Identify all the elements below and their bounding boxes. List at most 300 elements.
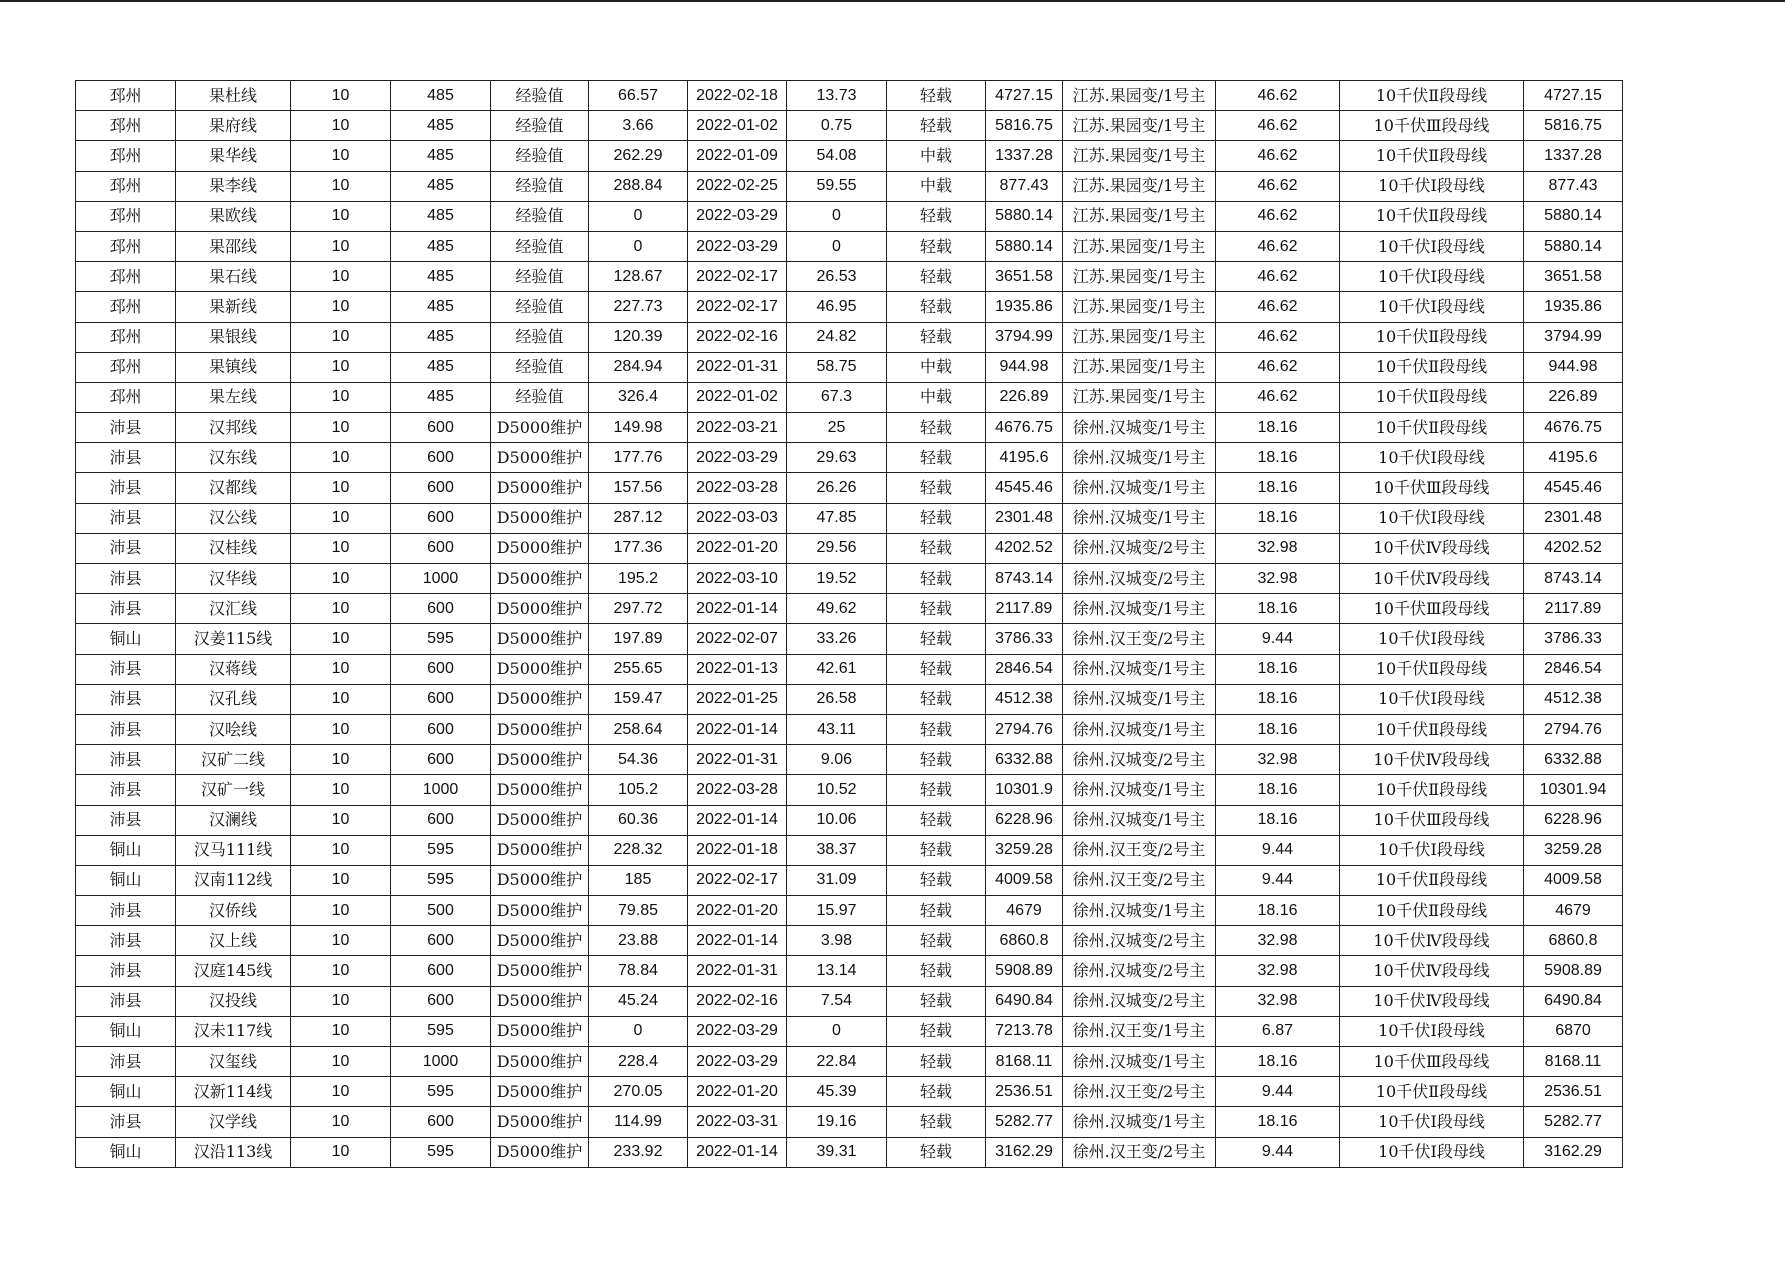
cell-main-load-rate: 46.62: [1216, 81, 1340, 111]
cell-date: 2022-03-28: [688, 775, 787, 805]
cell-date: 2022-02-17: [688, 292, 787, 322]
cell-current: 288.84: [589, 171, 688, 201]
page-top-border: [0, 0, 1785, 2]
cell-available-capacity: 877.43: [1524, 171, 1623, 201]
cell-date: 2022-01-14: [688, 714, 787, 744]
cell-load-status: 轻载: [887, 624, 986, 654]
cell-margin: 7213.78: [986, 1016, 1063, 1046]
cell-available-capacity: 6332.88: [1524, 745, 1623, 775]
cell-load-rate: 46.95: [787, 292, 887, 322]
cell-data-source: 经验值: [491, 382, 589, 412]
cell-main-load-rate: 46.62: [1216, 262, 1340, 292]
cell-date: 2022-03-29: [688, 443, 787, 473]
cell-margin: 4545.46: [986, 473, 1063, 503]
cell-main-load-rate: 32.98: [1216, 986, 1340, 1016]
cell-city: 沛县: [76, 896, 176, 926]
cell-date: 2022-01-02: [688, 111, 787, 141]
cell-voltage: 10: [291, 231, 391, 261]
cell-bus-section: 10千伏Ⅱ段母线: [1340, 352, 1524, 382]
cell-voltage: 10: [291, 292, 391, 322]
cell-city: 沛县: [76, 986, 176, 1016]
table-row: [76, 714, 1623, 744]
cell-line-name: 汉桂线: [176, 533, 291, 563]
cell-available-capacity: 4545.46: [1524, 473, 1623, 503]
cell-main-load-rate: 18.16: [1216, 684, 1340, 714]
cell-margin: 226.89: [986, 382, 1063, 412]
cell-bus-section: 10千伏Ⅰ段母线: [1340, 684, 1524, 714]
cell-line-name: 汉未117线: [176, 1016, 291, 1046]
cell-current: 177.36: [589, 533, 688, 563]
cell-transformer: 徐州.汉王变/2号主: [1063, 1077, 1216, 1107]
cell-load-rate: 13.14: [787, 956, 887, 986]
cell-main-load-rate: 9.44: [1216, 1077, 1340, 1107]
cell-line-name: 汉矿二线: [176, 745, 291, 775]
cell-date: 2022-03-21: [688, 413, 787, 443]
table-row: [76, 865, 1623, 895]
cell-data-source: 经验值: [491, 111, 589, 141]
cell-load-rate: 0.75: [787, 111, 887, 141]
cell-line-name: 汉沿113线: [176, 1137, 291, 1167]
cell-line-name: 汉玺线: [176, 1047, 291, 1077]
cell-load-rate: 29.63: [787, 443, 887, 473]
cell-available-capacity: 2794.76: [1524, 714, 1623, 744]
cell-date: 2022-03-10: [688, 564, 787, 594]
table-row: [76, 413, 1623, 443]
cell-transformer: 徐州.汉城变/2号主: [1063, 564, 1216, 594]
cell-load-rate: 38.37: [787, 835, 887, 865]
cell-current: 128.67: [589, 262, 688, 292]
cell-available-capacity: 6228.96: [1524, 805, 1623, 835]
cell-available-capacity: 8743.14: [1524, 564, 1623, 594]
cell-line-name: 汉邦线: [176, 413, 291, 443]
cell-rated-current: 600: [391, 956, 491, 986]
cell-transformer: 徐州.汉城变/2号主: [1063, 926, 1216, 956]
cell-load-rate: 43.11: [787, 714, 887, 744]
cell-main-load-rate: 46.62: [1216, 322, 1340, 352]
cell-line-name: 汉新114线: [176, 1077, 291, 1107]
cell-bus-section: 10千伏Ⅱ段母线: [1340, 775, 1524, 805]
cell-current: 228.32: [589, 835, 688, 865]
cell-voltage: 10: [291, 805, 391, 835]
cell-main-load-rate: 18.16: [1216, 654, 1340, 684]
cell-line-name: 汉姜115线: [176, 624, 291, 654]
cell-voltage: 10: [291, 745, 391, 775]
cell-transformer: 江苏.果园变/1号主: [1063, 201, 1216, 231]
table-body: [76, 81, 1623, 1168]
cell-rated-current: 600: [391, 594, 491, 624]
cell-data-source: D5000维护: [491, 1016, 589, 1046]
cell-city: 沛县: [76, 533, 176, 563]
cell-rated-current: 485: [391, 352, 491, 382]
cell-city: 铜山: [76, 1077, 176, 1107]
cell-data-source: D5000维护: [491, 564, 589, 594]
cell-load-status: 中载: [887, 141, 986, 171]
table-row: [76, 262, 1623, 292]
cell-main-load-rate: 32.98: [1216, 564, 1340, 594]
cell-current: 0: [589, 201, 688, 231]
cell-margin: 877.43: [986, 171, 1063, 201]
cell-load-rate: 42.61: [787, 654, 887, 684]
table-row: [76, 896, 1623, 926]
cell-date: 2022-03-29: [688, 201, 787, 231]
cell-bus-section: 10千伏Ⅲ段母线: [1340, 111, 1524, 141]
cell-load-rate: 26.53: [787, 262, 887, 292]
cell-current: 159.47: [589, 684, 688, 714]
cell-city: 沛县: [76, 1107, 176, 1137]
cell-date: 2022-01-14: [688, 1137, 787, 1167]
cell-load-rate: 15.97: [787, 896, 887, 926]
table-row: [76, 1137, 1623, 1167]
cell-transformer: 徐州.汉城变/2号主: [1063, 745, 1216, 775]
cell-margin: 6228.96: [986, 805, 1063, 835]
cell-available-capacity: 5908.89: [1524, 956, 1623, 986]
cell-current: 120.39: [589, 322, 688, 352]
cell-data-source: D5000维护: [491, 1077, 589, 1107]
cell-available-capacity: 4195.6: [1524, 443, 1623, 473]
cell-load-rate: 7.54: [787, 986, 887, 1016]
cell-main-load-rate: 46.62: [1216, 231, 1340, 261]
cell-main-load-rate: 18.16: [1216, 775, 1340, 805]
cell-city: 沛县: [76, 413, 176, 443]
cell-line-name: 汉澜线: [176, 805, 291, 835]
cell-transformer: 徐州.汉城变/1号主: [1063, 1107, 1216, 1137]
cell-data-source: D5000维护: [491, 1047, 589, 1077]
cell-city: 邳州: [76, 262, 176, 292]
cell-city: 沛县: [76, 473, 176, 503]
cell-main-load-rate: 18.16: [1216, 413, 1340, 443]
cell-data-source: D5000维护: [491, 533, 589, 563]
table-row: [76, 956, 1623, 986]
cell-load-status: 轻载: [887, 201, 986, 231]
cell-margin: 1337.28: [986, 141, 1063, 171]
cell-rated-current: 600: [391, 443, 491, 473]
cell-voltage: 10: [291, 171, 391, 201]
cell-load-rate: 22.84: [787, 1047, 887, 1077]
cell-margin: 5880.14: [986, 231, 1063, 261]
cell-city: 沛县: [76, 926, 176, 956]
cell-load-status: 轻载: [887, 865, 986, 895]
table-row: [76, 533, 1623, 563]
cell-load-status: 轻载: [887, 714, 986, 744]
cell-margin: 2794.76: [986, 714, 1063, 744]
cell-rated-current: 595: [391, 835, 491, 865]
cell-data-source: D5000维护: [491, 956, 589, 986]
table-row: [76, 745, 1623, 775]
cell-transformer: 徐州.汉城变/2号主: [1063, 986, 1216, 1016]
cell-load-rate: 59.55: [787, 171, 887, 201]
cell-main-load-rate: 46.62: [1216, 352, 1340, 382]
cell-load-rate: 9.06: [787, 745, 887, 775]
cell-city: 邳州: [76, 352, 176, 382]
cell-city: 邳州: [76, 81, 176, 111]
cell-rated-current: 485: [391, 322, 491, 352]
cell-date: 2022-03-29: [688, 1016, 787, 1046]
cell-voltage: 10: [291, 835, 391, 865]
cell-transformer: 江苏.果园变/1号主: [1063, 262, 1216, 292]
cell-margin: 10301.9: [986, 775, 1063, 805]
cell-bus-section: 10千伏Ⅱ段母线: [1340, 382, 1524, 412]
cell-current: 149.98: [589, 413, 688, 443]
table-row: [76, 654, 1623, 684]
cell-margin: 3786.33: [986, 624, 1063, 654]
cell-load-rate: 0: [787, 231, 887, 261]
cell-transformer: 江苏.果园变/1号主: [1063, 382, 1216, 412]
table-row: [76, 1047, 1623, 1077]
cell-load-status: 轻载: [887, 1077, 986, 1107]
table-row: [76, 111, 1623, 141]
table-row: [76, 231, 1623, 261]
cell-voltage: 10: [291, 956, 391, 986]
cell-data-source: 经验值: [491, 171, 589, 201]
cell-current: 297.72: [589, 594, 688, 624]
cell-current: 255.65: [589, 654, 688, 684]
cell-bus-section: 10千伏Ⅳ段母线: [1340, 956, 1524, 986]
cell-margin: 3794.99: [986, 322, 1063, 352]
cell-load-status: 轻载: [887, 896, 986, 926]
cell-bus-section: 10千伏Ⅰ段母线: [1340, 1107, 1524, 1137]
cell-current: 0: [589, 1016, 688, 1046]
cell-voltage: 10: [291, 413, 391, 443]
cell-transformer: 江苏.果园变/1号主: [1063, 141, 1216, 171]
cell-transformer: 徐州.汉城变/1号主: [1063, 654, 1216, 684]
cell-available-capacity: 226.89: [1524, 382, 1623, 412]
cell-available-capacity: 5282.77: [1524, 1107, 1623, 1137]
cell-current: 227.73: [589, 292, 688, 322]
cell-data-source: D5000维护: [491, 473, 589, 503]
cell-city: 铜山: [76, 1016, 176, 1046]
cell-data-source: D5000维护: [491, 684, 589, 714]
table-row: [76, 322, 1623, 352]
cell-data-source: D5000维护: [491, 775, 589, 805]
cell-main-load-rate: 46.62: [1216, 382, 1340, 412]
cell-transformer: 徐州.汉城变/1号主: [1063, 473, 1216, 503]
cell-main-load-rate: 6.87: [1216, 1016, 1340, 1046]
cell-city: 邳州: [76, 322, 176, 352]
cell-bus-section: 10千伏Ⅱ段母线: [1340, 896, 1524, 926]
cell-current: 54.36: [589, 745, 688, 775]
cell-voltage: 10: [291, 382, 391, 412]
cell-voltage: 10: [291, 1137, 391, 1167]
cell-current: 23.88: [589, 926, 688, 956]
cell-current: 66.57: [589, 81, 688, 111]
table-row: [76, 986, 1623, 1016]
cell-current: 185: [589, 865, 688, 895]
table-row: [76, 382, 1623, 412]
cell-load-rate: 10.52: [787, 775, 887, 805]
table-row: [76, 292, 1623, 322]
cell-load-rate: 0: [787, 201, 887, 231]
cell-available-capacity: 944.98: [1524, 352, 1623, 382]
cell-voltage: 10: [291, 926, 391, 956]
cell-load-status: 轻载: [887, 1107, 986, 1137]
cell-load-status: 轻载: [887, 443, 986, 473]
cell-main-load-rate: 46.62: [1216, 111, 1340, 141]
cell-rated-current: 485: [391, 262, 491, 292]
table-row: [76, 81, 1623, 111]
cell-load-status: 轻载: [887, 231, 986, 261]
cell-data-source: D5000维护: [491, 805, 589, 835]
cell-rated-current: 485: [391, 292, 491, 322]
cell-load-status: 轻载: [887, 654, 986, 684]
table-row: [76, 473, 1623, 503]
cell-load-status: 轻载: [887, 594, 986, 624]
cell-bus-section: 10千伏Ⅳ段母线: [1340, 564, 1524, 594]
cell-main-load-rate: 9.44: [1216, 624, 1340, 654]
cell-available-capacity: 4727.15: [1524, 81, 1623, 111]
cell-transformer: 徐州.汉城变/1号主: [1063, 684, 1216, 714]
cell-transformer: 江苏.果园变/1号主: [1063, 171, 1216, 201]
cell-available-capacity: 4679: [1524, 896, 1623, 926]
cell-main-load-rate: 9.44: [1216, 865, 1340, 895]
cell-bus-section: 10千伏Ⅰ段母线: [1340, 624, 1524, 654]
cell-rated-current: 595: [391, 1137, 491, 1167]
cell-transformer: 江苏.果园变/1号主: [1063, 81, 1216, 111]
cell-transformer: 徐州.汉王变/1号主: [1063, 1016, 1216, 1046]
cell-available-capacity: 3651.58: [1524, 262, 1623, 292]
cell-load-rate: 47.85: [787, 503, 887, 533]
cell-rated-current: 600: [391, 654, 491, 684]
cell-city: 邳州: [76, 231, 176, 261]
cell-bus-section: 10千伏Ⅰ段母线: [1340, 1016, 1524, 1046]
cell-margin: 4202.52: [986, 533, 1063, 563]
cell-current: 195.2: [589, 564, 688, 594]
cell-voltage: 10: [291, 714, 391, 744]
cell-rated-current: 485: [391, 171, 491, 201]
cell-load-status: 中载: [887, 382, 986, 412]
cell-margin: 4679: [986, 896, 1063, 926]
cell-available-capacity: 3162.29: [1524, 1137, 1623, 1167]
cell-bus-section: 10千伏Ⅱ段母线: [1340, 865, 1524, 895]
cell-available-capacity: 10301.94: [1524, 775, 1623, 805]
cell-data-source: D5000维护: [491, 1137, 589, 1167]
cell-data-source: 经验值: [491, 201, 589, 231]
cell-voltage: 10: [291, 564, 391, 594]
cell-bus-section: 10千伏Ⅰ段母线: [1340, 443, 1524, 473]
table-row: [76, 352, 1623, 382]
cell-current: 114.99: [589, 1107, 688, 1137]
cell-transformer: 徐州.汉王变/2号主: [1063, 1137, 1216, 1167]
cell-transformer: 江苏.果园变/1号主: [1063, 292, 1216, 322]
cell-main-load-rate: 46.62: [1216, 292, 1340, 322]
cell-voltage: 10: [291, 1077, 391, 1107]
cell-load-rate: 58.75: [787, 352, 887, 382]
cell-transformer: 徐州.汉城变/1号主: [1063, 775, 1216, 805]
cell-transformer: 徐州.汉城变/1号主: [1063, 503, 1216, 533]
cell-line-name: 果邵线: [176, 231, 291, 261]
cell-data-source: 经验值: [491, 322, 589, 352]
cell-line-name: 汉汇线: [176, 594, 291, 624]
cell-load-rate: 24.82: [787, 322, 887, 352]
cell-voltage: 10: [291, 594, 391, 624]
cell-voltage: 10: [291, 352, 391, 382]
cell-rated-current: 595: [391, 1077, 491, 1107]
cell-load-rate: 25: [787, 413, 887, 443]
cell-load-status: 轻载: [887, 926, 986, 956]
cell-transformer: 徐州.汉城变/2号主: [1063, 956, 1216, 986]
cell-rated-current: 600: [391, 926, 491, 956]
cell-date: 2022-01-13: [688, 654, 787, 684]
cell-load-rate: 3.98: [787, 926, 887, 956]
cell-voltage: 10: [291, 111, 391, 141]
table-row: [76, 805, 1623, 835]
cell-rated-current: 485: [391, 111, 491, 141]
cell-bus-section: 10千伏Ⅱ段母线: [1340, 654, 1524, 684]
cell-main-load-rate: 46.62: [1216, 141, 1340, 171]
cell-load-status: 轻载: [887, 111, 986, 141]
cell-rated-current: 600: [391, 413, 491, 443]
cell-voltage: 10: [291, 262, 391, 292]
cell-load-rate: 19.52: [787, 564, 887, 594]
cell-transformer: 江苏.果园变/1号主: [1063, 322, 1216, 352]
cell-available-capacity: 1935.86: [1524, 292, 1623, 322]
table-row: [76, 1016, 1623, 1046]
cell-current: 105.2: [589, 775, 688, 805]
cell-voltage: 10: [291, 473, 391, 503]
cell-rated-current: 600: [391, 745, 491, 775]
cell-available-capacity: 5880.14: [1524, 231, 1623, 261]
cell-line-name: 果石线: [176, 262, 291, 292]
cell-load-status: 轻载: [887, 805, 986, 835]
cell-city: 邳州: [76, 171, 176, 201]
cell-date: 2022-02-17: [688, 262, 787, 292]
cell-bus-section: 10千伏Ⅱ段母线: [1340, 201, 1524, 231]
cell-load-status: 轻载: [887, 503, 986, 533]
cell-main-load-rate: 46.62: [1216, 201, 1340, 231]
cell-rated-current: 595: [391, 865, 491, 895]
cell-data-source: 经验值: [491, 141, 589, 171]
cell-current: 284.94: [589, 352, 688, 382]
cell-date: 2022-02-18: [688, 81, 787, 111]
cell-city: 沛县: [76, 745, 176, 775]
cell-available-capacity: 3786.33: [1524, 624, 1623, 654]
cell-date: 2022-01-02: [688, 382, 787, 412]
cell-date: 2022-03-28: [688, 473, 787, 503]
cell-date: 2022-03-29: [688, 231, 787, 261]
table-row: [76, 201, 1623, 231]
cell-date: 2022-01-18: [688, 835, 787, 865]
table-row: [76, 775, 1623, 805]
cell-voltage: 10: [291, 624, 391, 654]
cell-data-source: D5000维护: [491, 745, 589, 775]
table-row: [76, 1077, 1623, 1107]
cell-city: 沛县: [76, 956, 176, 986]
cell-main-load-rate: 18.16: [1216, 594, 1340, 624]
cell-available-capacity: 2846.54: [1524, 654, 1623, 684]
cell-main-load-rate: 18.16: [1216, 1107, 1340, 1137]
cell-margin: 6332.88: [986, 745, 1063, 775]
cell-available-capacity: 4009.58: [1524, 865, 1623, 895]
cell-voltage: 10: [291, 503, 391, 533]
cell-date: 2022-01-14: [688, 926, 787, 956]
cell-city: 邳州: [76, 201, 176, 231]
cell-date: 2022-02-16: [688, 322, 787, 352]
cell-margin: 8743.14: [986, 564, 1063, 594]
cell-load-status: 轻载: [887, 533, 986, 563]
cell-date: 2022-02-17: [688, 865, 787, 895]
cell-city: 铜山: [76, 865, 176, 895]
cell-bus-section: 10千伏Ⅱ段母线: [1340, 1077, 1524, 1107]
cell-transformer: 徐州.汉城变/1号主: [1063, 594, 1216, 624]
cell-line-name: 果李线: [176, 171, 291, 201]
cell-transformer: 徐州.汉城变/1号主: [1063, 805, 1216, 835]
cell-transformer: 徐州.汉城变/2号主: [1063, 533, 1216, 563]
cell-available-capacity: 8168.11: [1524, 1047, 1623, 1077]
cell-bus-section: 10千伏Ⅰ段母线: [1340, 171, 1524, 201]
cell-data-source: D5000维护: [491, 654, 589, 684]
cell-bus-section: 10千伏Ⅰ段母线: [1340, 292, 1524, 322]
cell-main-load-rate: 18.16: [1216, 714, 1340, 744]
cell-date: 2022-01-20: [688, 533, 787, 563]
